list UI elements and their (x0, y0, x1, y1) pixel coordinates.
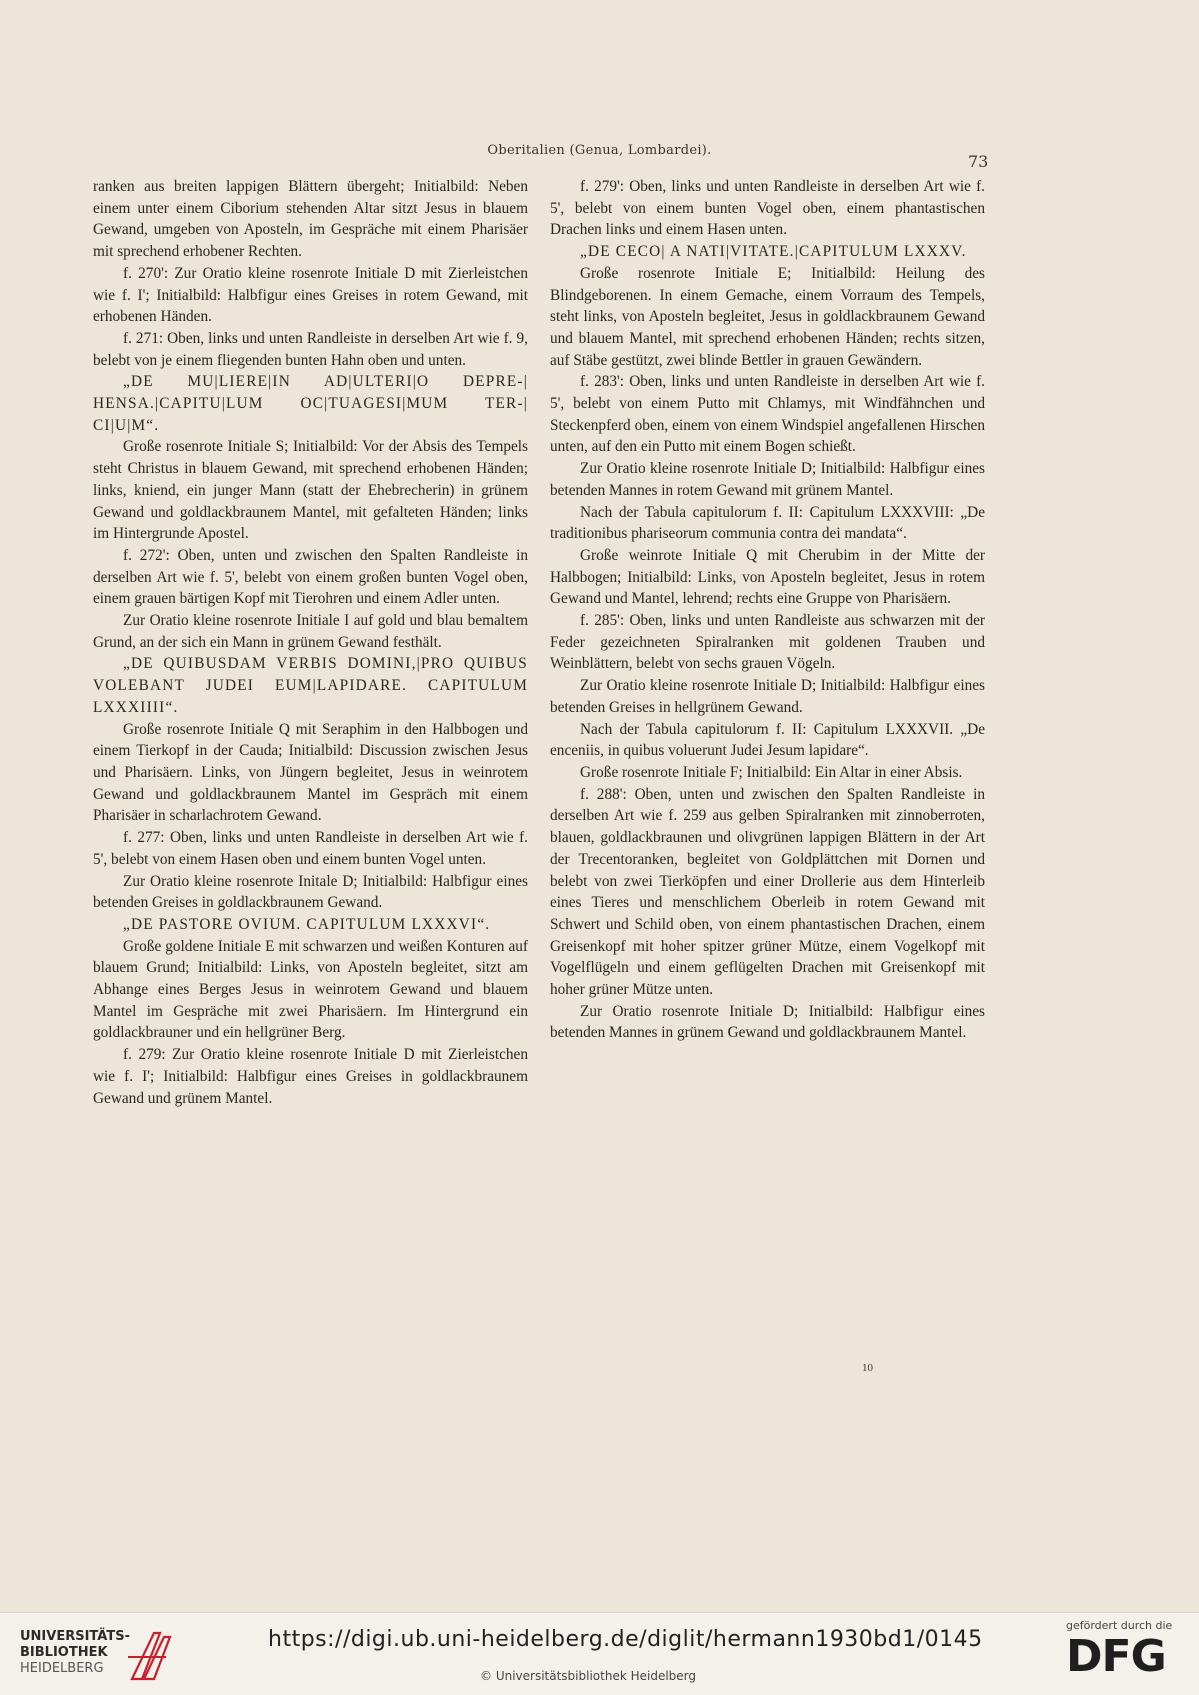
paragraph: f. 277: Oben, links und unten Randleiste in derselben Art wie f. 5', belebt von einem Hasen oben und einem bunten Vogel unten. (93, 829, 528, 868)
paragraph: Große rosenrote Initiale S; Initialbild: Vor der Absis des Tempels steht Christus in blauem Gewand, mit sprechend erhobenen Händen; links, kniend, ein junger Mann (statt der Ehebrecherin) in grünem Gewand und goldlackbraunem Mantel, mit gefalteten Händen; links im Hintergrunde Apostel. (93, 438, 528, 543)
paragraph: Große rosenrote Initiale Q mit Seraphim in den Halbbogen und einem Tierkopf in der Cauda; Initialbild: Discussion zwischen Jesus und Pharisäern. Links, von Jüngern begleitet, Jesus in weinrotem Gewand und goldlackbraunem Mantel im Gespräch mit einem Pharisäer in scharlachrotem Gewand. (93, 720, 528, 825)
paragraph: ranken aus breiten lappigen Blättern übergeht; Initialbild: Neben einem unter einem Ciborium stehenden Altar sitzt Jesus in blauem Gewand, umgeben von Aposteln, im Gespräche mit einem Pharisäer mit sprechend erhobener Rechten. (93, 178, 528, 261)
funder-logo[interactable] (1062, 1619, 1192, 1689)
paragraph: Zur Oratio rosenrote Initiale D; Initialbild: Halbfigur eines betenden Mannes in grünem Gewand und goldlackbraunem Mantel. (550, 1002, 985, 1042)
paragraph: f. 288': Oben, unten und zwischen den Spalten Randleiste in derselben Art wie f. 259 aus gelben Spiralranken mit zinnoberroten, blauen, goldlackbraunen und olivgrünen lappigen Blättern in der Art der Trecentoranken, begleitet von Goldplättchen mit Dornen und belebt von zwei Tierköpfen und einer Drollerie aus dem Hinterleib eines Tieres und menschlichem Oberleib in rotem Gewand mit Schwert und Schild oben, von einem phantastischen Drachen, einem Greisenkopf mit hoher spitzer grüner Mütze, einem Vogelkopf mit Vogelflügeln und einem geflügelten Drachen mit Greisenkopf mit hoher grüner Mütze unten. (550, 785, 985, 999)
dfg-logo-text: DFG (1066, 1631, 1166, 1682)
chapter-heading: „DE MU|LIERE|IN AD|ULTERI|O DEPRE-| HENSA.|CAPITU|LUM OC|TUAGESI|MUM TER-| CI|U|M“. (93, 373, 528, 434)
page-number: 73 (968, 152, 989, 171)
paragraph: f. 279': Oben, links und unten Randleiste in derselben Art wie f. 5', belebt von einem bunten Vogel oben, einem phantastischen Drachen links und einem Hasen unten. (550, 178, 985, 239)
paragraph: Große rosenrote Initiale E; Initialbild: Heilung des Blindgeborenen. In einem Gemache, einem Vorraum des Tempels, steht links, von Aposteln begleitet, Jesus in goldlackbraunem Gewand und blauem Mantel, mit sprechend erhobenen Händen; rechts sitzen, auf Stäbe gestützt, zwei blinde Bettler in grauen Gewändern. (550, 264, 985, 369)
library-name-line: BIBLIOTHEK (20, 1645, 108, 1660)
chapter-heading: „DE CECO| A NATI|VITATE.|CAPITULUM LXXXV. (580, 243, 967, 261)
paragraph: Zur Oratio kleine rosenrote Initiale D; Initialbild: Halbfigur eines betenden Greises in hellgrünem Gewand. (550, 677, 985, 716)
left-text-column (93, 176, 528, 1109)
paragraph: Große weinrote Initiale Q mit Cherubim in der Mitte der Halbbogen; Initialbild: Links, von Aposteln begleitet, Jesus in rotem Gewand und Mantel, lehrend; rechts eine Gruppe von Pharisäern. (550, 546, 985, 608)
paragraph: Zur Oratio kleine rosenrote Initale D; Initialbild: Halbfigur eines betenden Greises in goldlackbraunem Gewand. (93, 872, 528, 912)
viewer-footer (0, 1612, 1199, 1695)
permalink-url[interactable]: https://digi.ub.uni-heidelberg.de/diglit/hermann1930bd1/0145 (268, 1627, 983, 1652)
chapter-heading: „DE PASTORE OVIUM. CAPITULUM LXXXVI“. (123, 915, 491, 933)
paragraph: Zur Oratio kleine rosenrote Initiale D; Initialbild: Halbfigur eines betenden Mannes in rotem Gewand mit grünem Mantel. (550, 460, 985, 499)
paragraph: Große goldene Initiale E mit schwarzen und weißen Konturen auf blauem Grund; Initialbild: Links, von Aposteln begleitet, sitzt am Abhange eines Berges Jesus in weinrotem Gewand und blauem Mantel im Gespräche mit zwei Pharisäern. Im Hintergrund ein goldlackbrauner und ein hellgrüner Berg. (93, 937, 528, 1042)
copyright-notice: © Universitätsbibliothek Heidelberg (480, 1669, 697, 1683)
paragraph: f. 285': Oben, links und unten Randleiste aus schwarzen mit der Feder gezeichneten Spiralranken mit goldenen Trauben und Weinblättern, belebt von sechs grauen Vögeln. (550, 612, 985, 673)
library-name-line: HEIDELBERG (20, 1661, 104, 1676)
paragraph: Zur Oratio kleine rosenrote Initiale I auf gold und blau bemaltem Grund, an der sich ein Mann in grünem Gewand festhält. (93, 612, 528, 651)
running-title: Oberitalien (Genua, Lombardei). (487, 143, 712, 158)
right-text-column (550, 176, 985, 1044)
paragraph: f. 272': Oben, unten und zwischen den Spalten Randleiste in derselben Art wie f. 5', belebt von einem großen bunten Vogel oben, einem grauen bärtigen Kopf mit Tierohren und einem Adler unten. (93, 546, 528, 608)
library-name (20, 1629, 130, 1677)
signature-mark: 10 (862, 1362, 873, 1374)
paragraph: f. 271: Oben, links und unten Randleiste in derselben Art wie f. 9, belebt von je einem fliegenden bunten Hahn oben und unten. (93, 329, 528, 369)
chapter-heading: „DE QUIBUSDAM VERBIS DOMINI,|PRO QUIBUS VOLEBANT JUDEI EUM|LAPIDARE. CAPITULUM LXXXIIII“. (93, 655, 528, 716)
paragraph: Nach der Tabula capitulorum f. II: Capitulum LXXXVIII: „De traditionibus phariseorum communia contra dei mandata“. (550, 503, 985, 543)
library-logo[interactable] (20, 1623, 270, 1685)
funding-note: gefördert durch die (1066, 1619, 1173, 1632)
paragraph: Nach der Tabula capitulorum f. II: Capitulum LXXXVII. „De enceniis, in quibus voluerunt Judei Jesum lapidare“. (550, 720, 985, 760)
library-emblem-icon (120, 1627, 180, 1687)
library-name-line: UNIVERSITÄTS- (20, 1629, 130, 1644)
paragraph: f. 279: Zur Oratio kleine rosenrote Initiale D mit Zierleistchen wie f. I'; Initialbild: Halbfigur eines Greises in goldlackbraunem Gewand und grünem Mantel. (93, 1046, 528, 1107)
paragraph: f. 283': Oben, links und unten Randleiste in derselben Art wie f. 5', belebt von einem Putto mit Chlamys, mit Windfähnchen und Steckenpferd oben, einem von einem Windspiel angefallenen Hirschen unten, auf den ein Putto mit einem Bogen schießt. (550, 373, 985, 456)
paragraph: f. 270': Zur Oratio kleine rosenrote Initiale D mit Zierleistchen wie f. I'; Initialbild: Halbfigur eines Greises in rotem Gewand, mit erhobenen Händen. (93, 264, 528, 326)
paragraph: Große rosenrote Initiale F; Initialbild: Ein Altar in einer Absis. (580, 763, 963, 781)
